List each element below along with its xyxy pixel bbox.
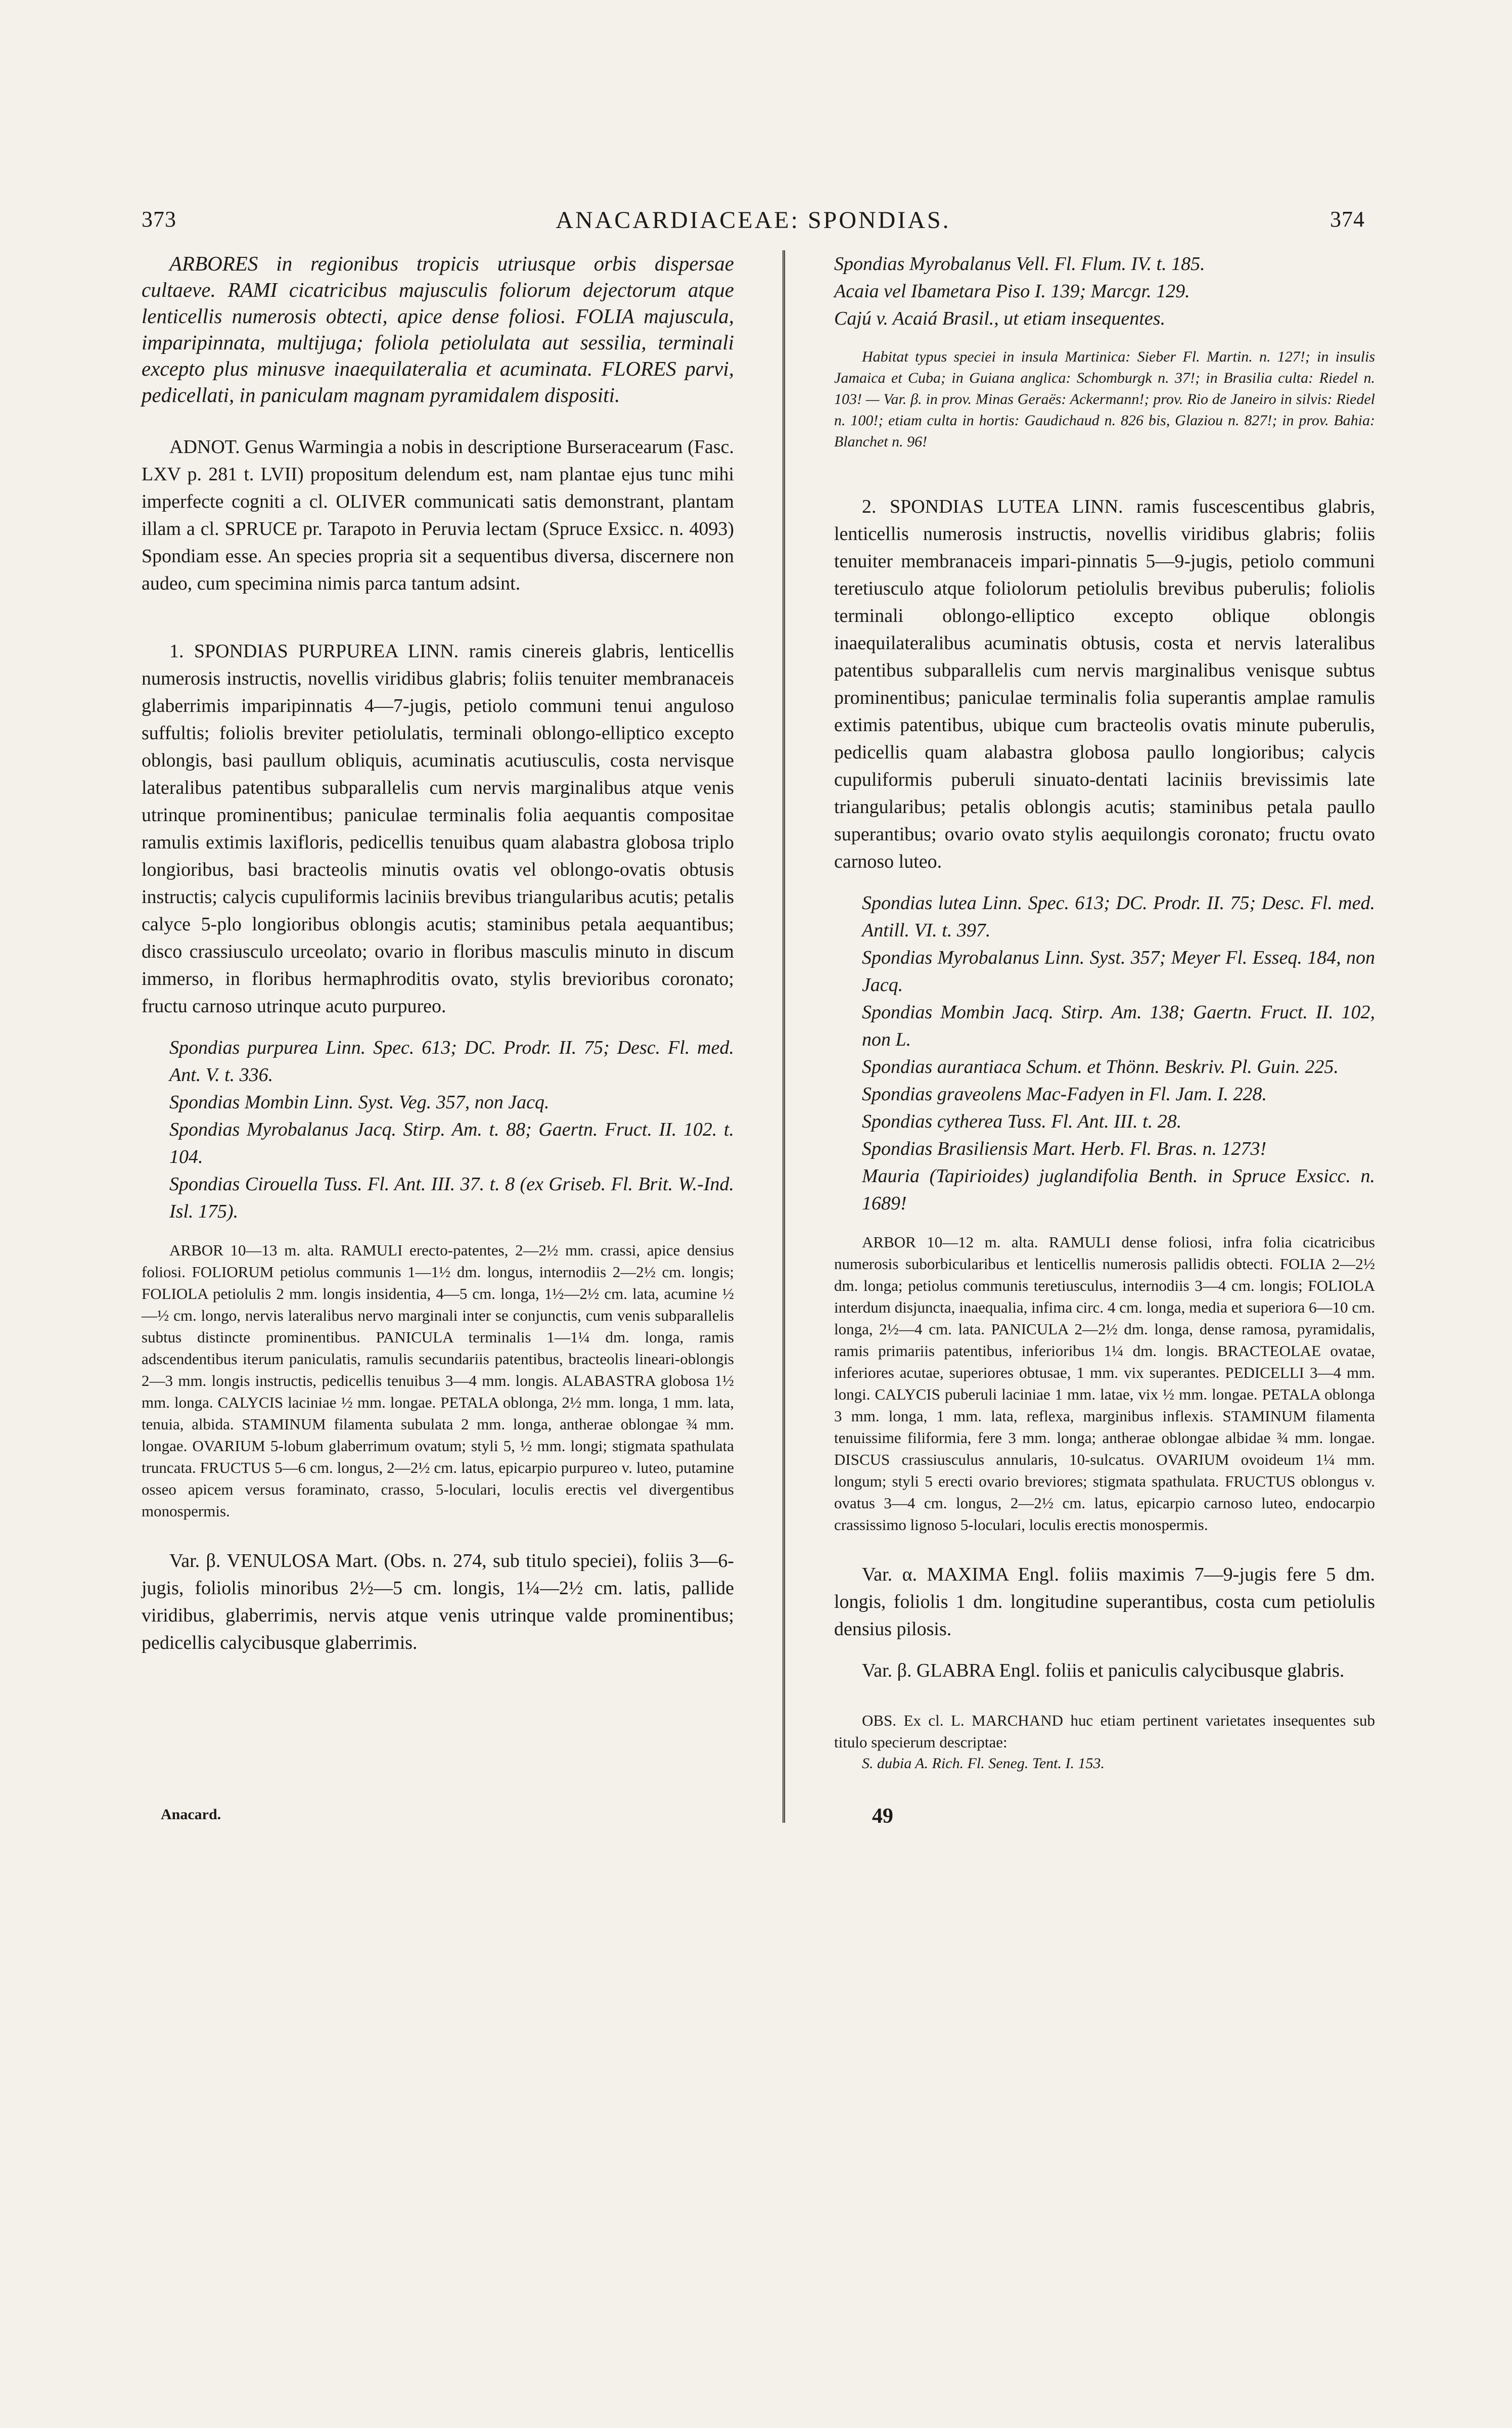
synonym-entry: Spondias cytherea Tuss. Fl. Ant. III. t. 28. [862,1111,1182,1132]
variety-glabra: Var. β. GLABRA Engl. foliis et paniculis calycibusque glabris. [862,1660,1345,1681]
synonym-entry: Acaia vel Ibametara Piso I. 139; Marcgr. 129. [834,281,1190,302]
synonym-entry: Mauria (Tapirioides) juglandifolia Benth. in Spruce Exsicc. n. 1689! [862,1165,1375,1214]
synonym-entry: Spondias Mombin Jacq. Stirp. Am. 138; Gaertn. Fruct. II. 102, non L. [862,1002,1375,1050]
synonym-entry: Spondias lutea Linn. Spec. 613; DC. Prodr. II. 75; Desc. Fl. med. Antill. VI. t. 397. [862,892,1375,941]
species-2-description: 2. SPONDIAS LUTEA LINN. ramis fuscescentibus glabris, lenticellis numerosis instructis, novellis viridibus glabris; foliis tenuiter membranaceis impari-pinnatis 5—9-jugis, petiolo communi teretiusculo atque foliolorum petiolulis brevibus puberulis; foliolis terminali oblongo-elliptico excepto oblique oblongis inaequilateralibus acuminatis obtusis, costa et nervis lateralibus patentibus subparallelis cum nervis marginalibus venisque subtus prominentibus; paniculae terminalis folia superantis amplae ramulis extimis patentibus, ubique cum bracteolis ovatis minute puberulis, pedicellis quam alabastra globosa paullo longioribus; calycis cupuliformis puberuli sinuato-dentati laciniis brevissimis late triangularibus; petalis oblongis acutis; staminibus petala paullo superantibus; ovario ovato stylis aequilongis coronato; fructu ovato carnoso luteo. [834,496,1375,872]
synonym-entry: Spondias Brasiliensis Mart. Herb. Fl. Bras. n. 1273! [862,1138,1267,1159]
synonym-entry: Spondias aurantiaca Schum. et Thönn. Beskriv. Pl. Guin. 225. [862,1056,1339,1077]
left-column [142,250,734,1656]
column-divider [783,250,788,1823]
synonym-entry: Spondias Myrobalanus Vell. Fl. Flum. IV. t. 185. [834,253,1205,275]
synonym-entry: Spondias Myrobalanus Linn. Syst. 357; Meyer Fl. Esseq. 184, non Jacq. [862,947,1375,996]
page-header [142,206,1365,242]
synonym-entry: Spondias Myrobalanus Jacq. Stirp. Am. t. 88; Gaertn. Fruct. II. 102. t. 104. [169,1119,734,1167]
synonym-entry: Spondias Mombin Linn. Syst. Veg. 357, non Jacq. [169,1092,549,1113]
synonym-entry: Spondias Cirouella Tuss. Fl. Ant. III. 37. t. 8 (ex Griseb. Fl. Brit. W.-Ind. Isl. 175). [169,1174,734,1222]
page-number-right: 374 [1330,207,1365,232]
observation-note: OBS. Ex cl. L. MARCHAND huc etiam pertinent varietates insequentes sub titulo specierum descriptae: [834,1712,1375,1751]
species-2-synonyms [834,889,1375,1217]
synonym-entry: Spondias graveolens Mac-Fadyen in Fl. Jam. I. 228. [862,1084,1267,1105]
variety-maxima: Var. α. MAXIMA Engl. foliis maximis 7—9-jugis fere 5 dm. longis, foliolis 1 dm. longitudine superantibus, costa cum petiolulis densius pilosis. [834,1564,1375,1640]
signature-mark: Anacard. [161,1806,221,1823]
adnot-paragraph: ADNOT. Genus Warmingia a nobis in descriptione Burseracearum (Fasc. LXV p. 281 t. LVII) propositum delendum est, nam plantae ejus tunc mihi imperfecte cogniti a cl. OLIVER communicati satis demonstrant, plantam illam a cl. SPRUCE pr. Tarapoto in Peruvia lectam (Spruce Exsicc. n. 4093) Spondiam esse. An species propria sit a sequentibus diversa, discernere non audeo, cum specimina nimis parca tantum adsint. [142,436,734,594]
habitat-paragraph: Habitat typus speciei in insula Martinica: Sieber Fl. Martin. n. 127!; in insulis Jamaica et Cuba; in Guiana anglica: Schomburgk n. 37!; in Brasilia culta: Riedel n. 103! — Var. β. in prov. Minas Geraës: Ackermann!; prov. Rio de Janeiro in silvis: Riedel n. 100!; etiam culta in hortis: Gaudichaud n. 826 bis, Glaziou n. 827!; in prov. Bahia: Blanchet n. 96! [834,348,1375,450]
sheet-number: 49 [872,1805,893,1828]
variety-venulosa: Var. β. VENULOSA Mart. (Obs. n. 274, sub titulo speciei), foliis 3—6-jugis, foliolis minoribus 2½—5 cm. longis, 1¼—2½ cm. latis, pallide viridibus, glaberrimis, nervis atque venis utrinque valde prominentibus; pedicellis calycibusque glaberrimis. [142,1550,734,1653]
page-number-left: 373 [142,207,176,232]
genus-description: ARBORES in regionibus tropicis utriusque orbis dispersae cultaeve. RAMI cicatricibus majusculis foliorum dejectorum atque lenticellis numerosis obtecti, apice dense foliosi. FOLIA majuscula, imparipinnata, multijuga; foliola petiolulata aut sessilia, terminali excepto plus minusve inaequilateralia et acuminata. FLORES parvi, pedicellati, in paniculam magnam pyramidalem dispositi. [142,252,734,407]
observation-reference: S. dubia A. Rich. Fl. Seneg. Tent. I. 153. [862,1755,1105,1772]
running-title: ANACARDIACEAE: SPONDIAS. [556,207,951,234]
species-1-synonyms [142,1034,734,1225]
synonym-entry: Cajú v. Acaiá Brasil., ut etiam insequentes. [834,308,1166,329]
continued-synonyms [834,250,1375,332]
right-column [834,250,1375,1774]
species-2-details: ARBOR 10—12 m. alta. RAMULI dense foliosi, infra folia cicatricibus numerosis suborbicularibus et lenticellis numerosis pallidis obtecti. FOLIA 2—2½ dm. longa; petiolus communis teretiusculus, internodiis 3—4 cm. longis; FOLIOLA interdum disjuncta, inaequalia, infima circ. 4 cm. longa, media et superiora 6—10 cm. longa, 2½—4 cm. lata. PANICULA 2—2½ dm. longa, dense ramosa, pyramidalis, ramis primariis patentibus, inferioribus 1¼ dm. longis. BRACTEOLAE ovatae, inferiores acutae, superiores obtusae, 1 mm. vix superantes. PEDICELLI 3—4 mm. longi. CALYCIS puberuli laciniae 1 mm. latae, vix ½ mm. longae. PETALA oblonga 3 mm. longa, 1 mm. lata, reflexa, marginibus inflexis. STAMINUM filamenta tenuissime filiformia, fere 3 mm. longa; antherae oblongae albidae ¾ mm. longae. DISCUS crassiusculus annularis, 10-sulcatus. OVARIUM ovoideum 1¼ mm. longum; styli 5 erecti ovario breviores; stigmata spathulata. FRUCTUS oblongus v. ovatus 3—4 cm. longus, 2—2½ cm. latus, epicarpio carnoso luteo, endocarpio crassissimo lignoso 5-loculari, loculis erectis monospermis. [834,1233,1375,1534]
species-1-description: 1. SPONDIAS PURPUREA LINN. ramis cinereis glabris, lenticellis numerosis instructis, novellis viridibus glabris; foliis tenuiter membranaceis glaberrimis imparipinnatis 4—7-jugis, petiolo communi tenui anguloso suffultis; foliolis breviter petiolulatis, terminali oblongo-elliptico excepto oblongis, basi paullum obliquis, acuminatis acutiusculis, costa nervisque lateralibus patentibus subparallelis cum nervis marginalibus atque venis utrinque prominentibus; paniculae terminalis folia aequantis compositae ramulis extimis laxifloris, pedicellis tenuibus quam alabastra globosa triplo longioribus, basi bracteolis minutis ovatis vel oblongo-ovatis obtusis instructis; calycis cupuliformis laciniis brevibus triangularibus acutis; petalis calyce 5-plo longioribus oblongis acutis; staminibus petala aequantibus; disco crassiusculo urceolato; ovario in floribus masculis minuto in discum immerso, in floribus hermaphroditis ovato, stylis brevioribus coronato; fructu carnoso utrinque acuto purpureo. [142,641,734,1017]
synonym-entry: Spondias purpurea Linn. Spec. 613; DC. Prodr. II. 75; Desc. Fl. med. Ant. V. t. 336. [169,1037,734,1086]
species-1-details: ARBOR 10—13 m. alta. RAMULI erecto-patentes, 2—2½ mm. crassi, apice densius foliosi. FOLIORUM petiolus communis 1—1½ dm. longus, internodiis 2—2½ cm. longis; FOLIOLA petiolulis 2 mm. longis insidentia, 4—5 cm. longa, 1½—2½ cm. lata, acumine ½—½ cm. longo, nervis lateralibus nervo marginali inter se conjunctis, cum venis subparallelis subtus distincte prominentibus. PANICULA terminalis 1—1¼ dm. longa, ramis adscendentibus iterum paniculatis, ramulis secundariis patentibus, bracteolis lineari-oblongis 2—3 mm. longis instructis, pedicellis tenuibus 3—4 mm. longis. ALABASTRA globosa 1½ mm. longa. CALYCIS laciniae ½ mm. longae. PETALA oblonga, 2½ mm. longa, 1 mm. lata, tenuia, albida. STAMINUM filamenta subulata 2 mm. longa, antherae oblongae ¾ mm. longae. OVARIUM 5-lobum glaberrimum ovatum; styli 5, ½ mm. longi; stigmata spathulata truncata. FRUCTUS 5—6 cm. longus, 2—2½ cm. latus, epicarpio purpureo v. luteo, putamine osseo apicem versus foraminato, crasso, 5-loculari, loculis erectis vel divergentibus monospermis. [142,1241,734,1520]
